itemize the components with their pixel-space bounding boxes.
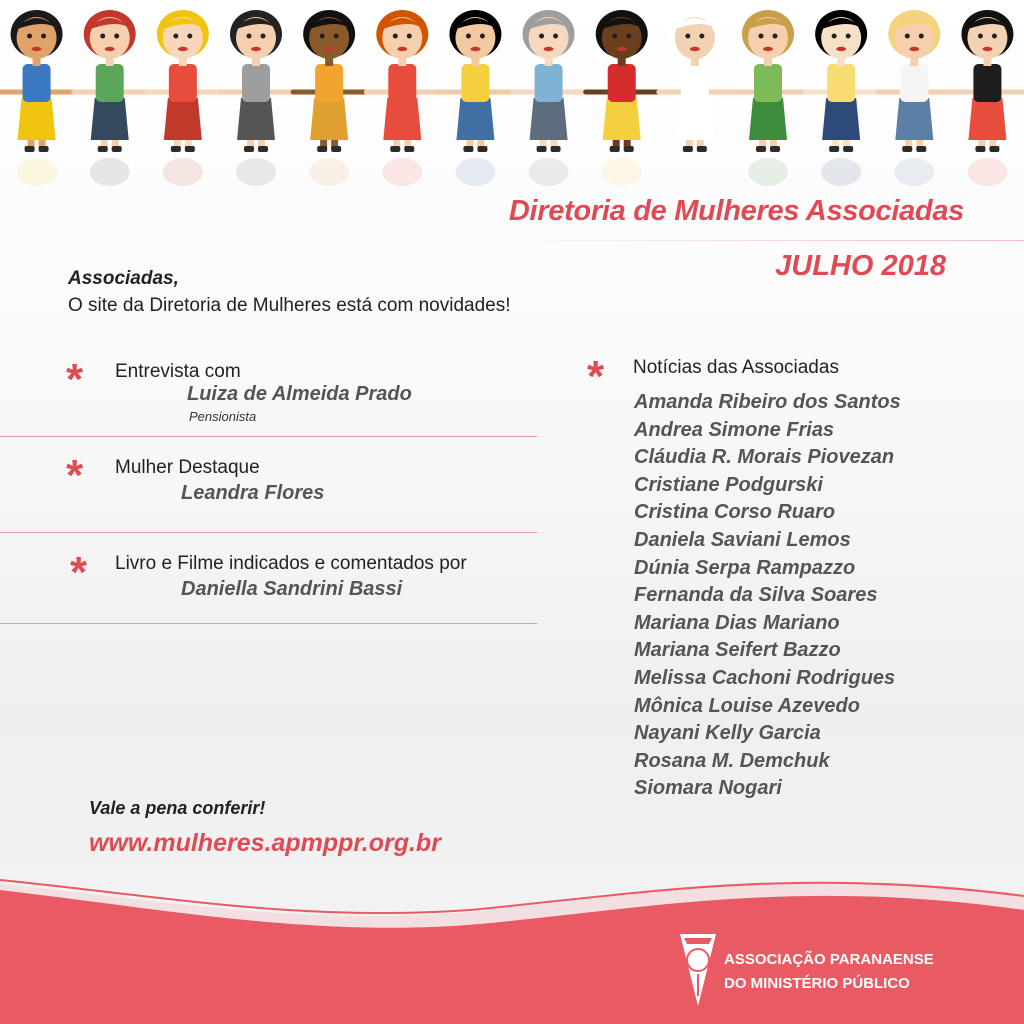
divider <box>0 532 537 533</box>
intro <box>68 265 511 319</box>
list-item[interactable]: Daniela Saviani Lemos <box>634 528 851 551</box>
list-item[interactable]: Nayani Kelly Garcia <box>634 722 821 745</box>
cta-text: Vale a pena conferir! <box>89 798 266 818</box>
list-item[interactable]: Mariana Dias Mariano <box>634 611 840 634</box>
list-item[interactable]: Dúnia Serpa Rampazzo <box>634 556 856 579</box>
woman-figure <box>732 10 804 186</box>
associates-list <box>634 389 901 803</box>
site-link[interactable]: www.mulheres.apmppr.org.br <box>89 829 441 857</box>
woman-figure <box>878 10 950 186</box>
woman-figure <box>366 10 438 186</box>
asterisk-icon: * <box>70 548 88 597</box>
woman-figure <box>513 10 585 186</box>
list-item[interactable]: Fernanda da Silva Soares <box>634 584 878 607</box>
list-item[interactable]: Andrea Simone Frias <box>634 418 835 441</box>
asterisk-icon: * <box>66 451 84 500</box>
edition-date: JULHO 2018 <box>775 250 946 282</box>
woman-figure <box>586 10 658 186</box>
women-banner-illustration <box>0 0 1024 195</box>
item-name-highlight[interactable]: Leandra Flores <box>181 482 325 504</box>
divider <box>0 436 537 437</box>
list-item[interactable]: Amanda Ribeiro dos Santos <box>634 391 901 413</box>
asterisk-icon: * <box>66 355 84 404</box>
woman-figure <box>805 10 877 186</box>
woman-figure <box>951 10 1023 186</box>
list-item[interactable]: Siomara Nogari <box>634 777 782 800</box>
list-item[interactable]: Rosana M. Demchuk <box>634 749 830 772</box>
item-label-interview: Entrevista com <box>115 361 241 382</box>
list-item[interactable]: Cristina Corso Ruaro <box>634 501 836 524</box>
list-item[interactable]: Melissa Cachoni Rodrigues <box>634 666 896 689</box>
title-divider <box>470 240 1024 241</box>
greeting: Associadas, <box>68 268 179 289</box>
page-title: Diretoria de Mulheres Associadas <box>508 195 964 227</box>
woman-figure <box>1 10 73 186</box>
woman-figure <box>293 10 365 186</box>
org-line-1: ASSOCIAÇÃO PARANAENSE <box>724 951 934 968</box>
organization-name <box>724 948 934 996</box>
item-label-book-film: Livro e Filme indicados e comentados por <box>115 553 467 574</box>
item-name-interview[interactable]: Luiza de Almeida Prado <box>187 383 412 405</box>
org-line-2: DO MINISTÉRIO PÚBLICO <box>724 975 910 992</box>
woman-figure <box>74 10 146 186</box>
apmp-logo-icon <box>678 930 718 1008</box>
list-item[interactable]: Mariana Seifert Bazzo <box>634 639 841 662</box>
item-name-book-film[interactable]: Daniella Sandrini Bassi <box>181 578 403 600</box>
woman-figure <box>659 10 731 186</box>
list-item[interactable]: Cristiane Podgurski <box>634 473 823 496</box>
intro-message: O site da Diretoria de Mulheres está com novidades! <box>68 295 511 316</box>
list-item[interactable]: Cláudia R. Morais Piovezan <box>634 446 895 469</box>
woman-figure <box>439 10 511 186</box>
asterisk-icon: * <box>587 352 605 401</box>
list-item[interactable]: Mônica Louise Azevedo <box>634 694 860 717</box>
news-label: Notícias das Associadas <box>633 357 839 378</box>
item-label-highlight: Mulher Destaque <box>115 457 260 478</box>
footer-wave <box>0 860 1024 1024</box>
woman-figure <box>220 10 292 186</box>
item-sub-interview: Pensionista <box>189 409 257 424</box>
divider <box>0 623 537 624</box>
woman-figure <box>147 10 219 186</box>
